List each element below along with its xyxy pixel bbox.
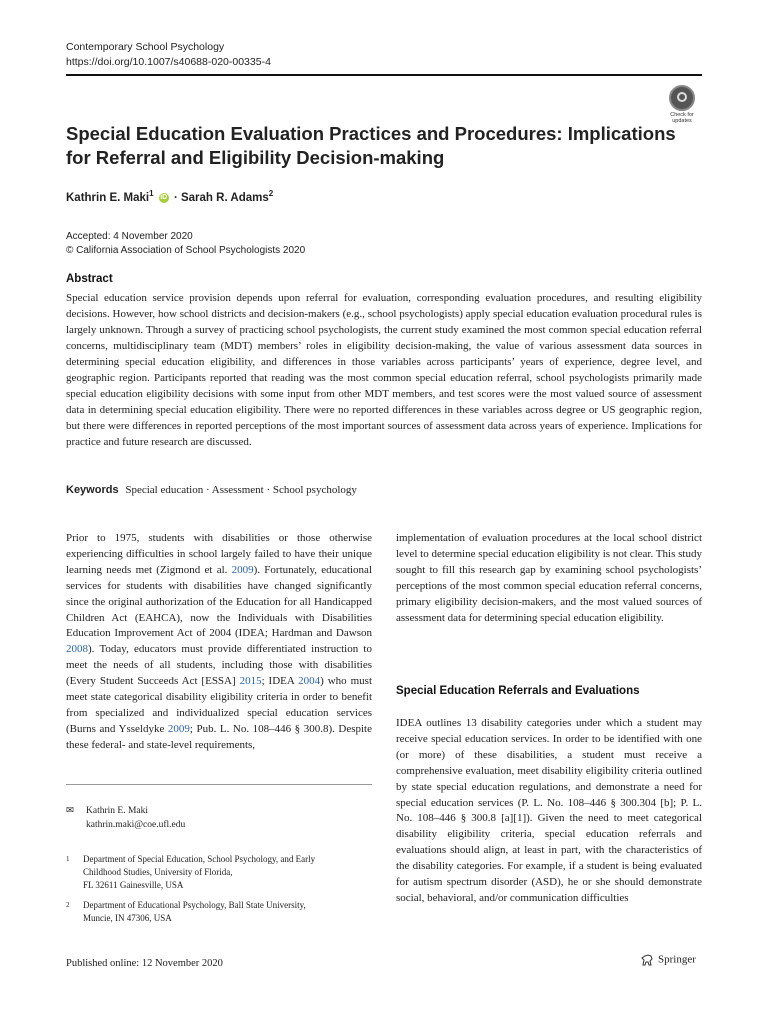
footnote-rule <box>66 784 372 785</box>
article-meta <box>66 230 305 258</box>
author-2[interactable]: Sarah R. Adams <box>180 191 269 204</box>
continuation-paragraph: implementation of evaluation procedures at the local school district level to determine special education eligibility is not clear. This study sought to fill this research gap by examining school psychologists’ perceptions of the most common special education referral concerns, primary eligibility decision-makers, and the most valued sources of assessment data for determining special education eligibility. <box>396 532 702 624</box>
publisher-logo[interactable] <box>640 953 696 967</box>
copyright: © California Association of School Psychologists 2020 <box>66 245 306 256</box>
journal-header <box>66 40 271 70</box>
abstract-text: Special education service provision depends upon referral for evaluation, corresponding evaluation procedures, and resulting eligibility decisions. However, how school districts and decision-makers (e.g., school psychologists) apply special education evaluation procedural rules is largely unknown. Through a survey of practicing school psychologists, the current study examined the most common special education referral concerns, multidisciplinary team (MDT) members’ roles in eligibility decision-making, the value of various assessment data sources in determining special education eligibility, and differences in those variables across participants’ years of experience, degree level, and geographic region. Participants reported that reading was the most common special education referral, school psychologists primarily made special education eligibility decisions with some input from other MDT members, and test scores were the most valued source of assessment data in determining special education eligibility. There were no reported differences in these variables across degree or US geographic region, but there were differences in reported perceptions of the most important sources of assessment data across years of experience. Implications for practice and future research are discussed. <box>66 292 702 448</box>
check-for-updates-badge[interactable] <box>664 85 700 123</box>
article-title: Special Education Evaluation Practices and Procedures: Implications for Referral and Eligibility Decision-making <box>66 123 676 168</box>
citation-link[interactable]: 2015 <box>239 675 262 688</box>
doi-link[interactable]: https://doi.org/10.1007/s40688-020-00335-4 <box>66 56 271 68</box>
orcid-icon[interactable]: iD <box>160 193 168 201</box>
keywords <box>66 484 357 496</box>
author-separator: · <box>173 191 178 204</box>
keywords-list: Special education · Assessment · School psychology <box>125 484 357 496</box>
section-heading: Special Education Referrals and Evaluations <box>396 685 640 697</box>
published-date: Published online: 12 November 2020 <box>66 958 223 969</box>
header-rule <box>66 74 702 76</box>
update-check-icon <box>669 85 695 111</box>
citation-link[interactable]: 2008 <box>66 643 88 656</box>
intro-paragraph: Prior to 1975, students with disabilities or those otherwise experiencing difficulties in school largely failed to have their unique learning needs met (Zigmond et al. 2009). Fortunately, educational services for students with disabilities have changed significantly since the original authorization of the Education for all Handicapped Children Act (EAHCA), now the Individuals with Disabilities Education Improvement Act of 2004 (IDEA; Hardman and Dawson 2008). Today, educators must provide differentiated instruction to meet the needs of all students, including those with disabilities (Every Student Succeeds Act [ESSA] 2015; IDEA 2004) who must meet state categorical disability eligibility criteria in order to benefit from specialized and individualized special education services (Burns and Ysseldyke 2009; Pub. L. No. 108–446 § 300.8). Despite these federal- and state-level requirements, <box>66 532 372 751</box>
body-right-column <box>396 531 702 626</box>
author-1-affiliation: 1 <box>149 189 154 198</box>
affiliation-1: 1 Department of Special Education, School Psychology, and Early Childhood Studies, University of Florida, FL 32611 Gainesville, USA <box>66 854 316 890</box>
body-left-column <box>66 531 372 754</box>
citation-link[interactable]: 2009 <box>167 722 190 735</box>
author-2-affiliation: 2 <box>268 189 274 198</box>
section-paragraph: IDEA outlines 13 disability categories under which a student may receive special education services. In order to be identified with one (or more) of these disabilities, a student must receive a comprehensive evaluation, meet disability eligibility criteria outlined by state special education regulations, and demonstrate a need for special education services (P. L. No. 108–446 § 300.304 [b]; P. L. No. 108–446 § 300.8 [a][1]). Given the need to meet categorical disability eligibility criteria, special education referrals and evaluations should align, at least in part, with the characteristics of the disability categories. For example, if a student is being evaluated for autism spectrum disorder (ASD), he or she should demonstrate social, behavioral, and/or communication difficulties <box>396 717 702 904</box>
corr-email[interactable]: kathrin.maki@coe.ufl.edu <box>86 820 186 830</box>
springer-horse-icon <box>640 953 654 967</box>
publisher-name: Springer <box>658 953 696 966</box>
keywords-label: Keywords <box>66 484 119 496</box>
journal-name: Contemporary School Psychology <box>66 41 225 53</box>
affiliation-2: 2 Department of Educational Psychology, Ball State University, Muncie, IN 47306, USA <box>66 900 306 923</box>
author-1[interactable]: Kathrin E. Maki <box>66 191 150 204</box>
corresponding-author <box>66 804 185 832</box>
author-line <box>66 189 273 204</box>
badge-label: Check for updates <box>670 112 694 124</box>
citation-link[interactable]: 2004 <box>298 675 321 688</box>
abstract-heading: Abstract <box>66 273 113 285</box>
section-body <box>396 716 702 907</box>
accepted-date: Accepted: 4 November 2020 <box>66 231 193 242</box>
envelope-icon: ✉ <box>66 806 74 816</box>
citation-link[interactable]: 2009 <box>231 563 254 576</box>
corr-name: Kathrin E. Maki <box>86 806 149 816</box>
